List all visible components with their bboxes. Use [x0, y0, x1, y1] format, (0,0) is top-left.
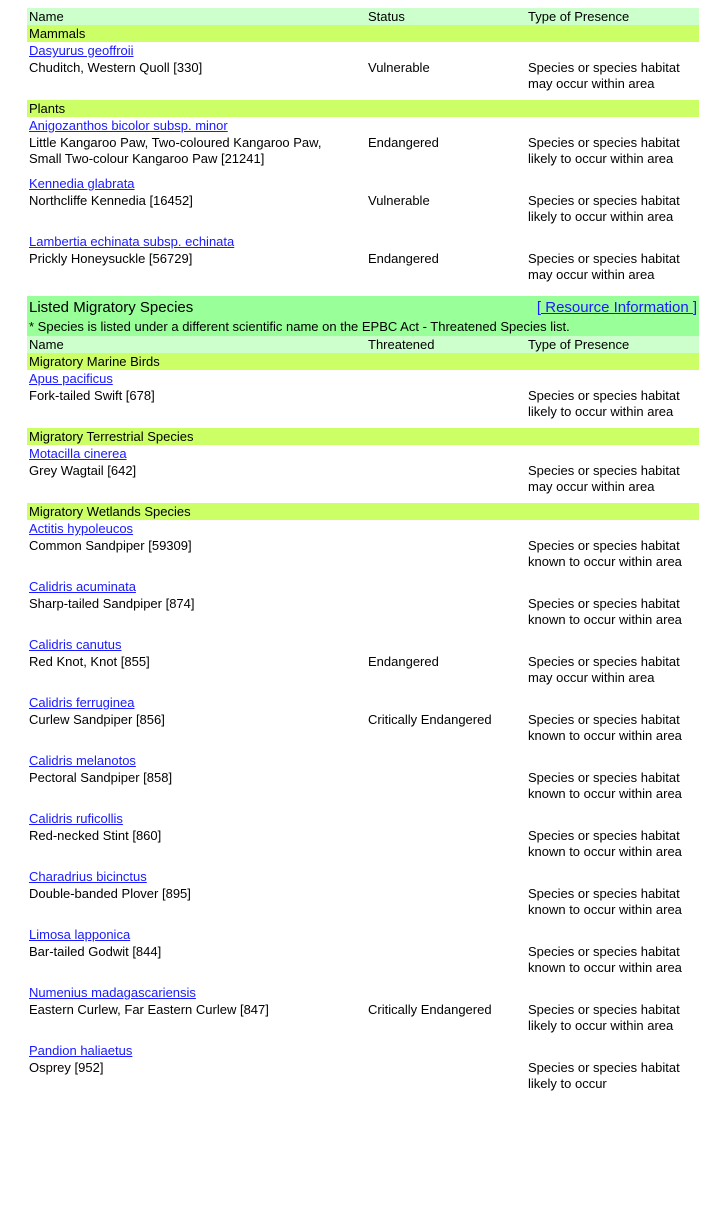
species-entry	[27, 42, 699, 100]
row-spacer	[27, 1092, 699, 1100]
common-name: Red-necked Stint [860]	[29, 828, 162, 843]
group-header	[27, 428, 699, 445]
section-title: Listed Migratory Species	[29, 298, 194, 316]
scientific-name-link[interactable]: Calidris ferruginea	[29, 695, 135, 710]
species-entry	[27, 810, 699, 868]
common-name: Common Sandpiper [59309]	[29, 538, 192, 553]
common-name: Osprey [952]	[29, 1060, 104, 1075]
species-entry	[27, 175, 699, 233]
migratory-table-header	[27, 336, 699, 353]
species-row	[27, 595, 699, 628]
row-spacer	[27, 92, 699, 100]
scientific-name-link[interactable]: Lambertia echinata subsp. echinata	[29, 234, 235, 249]
common-name: Prickly Honeysuckle [56729]	[29, 251, 193, 266]
group-header	[27, 353, 699, 370]
row-spacer	[27, 570, 699, 578]
species-row	[27, 134, 699, 167]
type-of-presence: Species or species habitat may occur within area	[528, 251, 680, 282]
common-name: Eastern Curlew, Far Eastern Curlew [847]	[29, 1002, 269, 1017]
common-name: Fork-tailed Swift [678]	[29, 388, 155, 403]
row-spacer	[27, 976, 699, 984]
type-of-presence: Species or species habitat known to occur within area	[528, 712, 682, 743]
group-title: Migratory Wetlands Species	[29, 504, 191, 519]
species-entry	[27, 868, 699, 926]
status	[368, 770, 528, 802]
row-spacer	[27, 628, 699, 636]
resource-information-link[interactable]: [ Resource Information ]	[536, 298, 697, 316]
header-name: Name	[29, 337, 64, 352]
section-note: * Species is listed under a different scientific name on the EPBC Act - Threatened Species list.	[27, 318, 699, 336]
scientific-name-link[interactable]: Apus pacificus	[29, 371, 113, 386]
common-name: Curlew Sandpiper [856]	[29, 712, 165, 727]
scientific-name-link[interactable]: Charadrius bicinctus	[29, 869, 147, 884]
type-of-presence: Species or species habitat known to occur within area	[528, 596, 682, 627]
species-entry	[27, 694, 699, 752]
common-name: Bar-tailed Godwit [844]	[29, 944, 162, 959]
status	[368, 886, 528, 918]
common-name: Sharp-tailed Sandpiper [874]	[29, 596, 195, 611]
species-entry	[27, 370, 699, 428]
species-row	[27, 769, 699, 802]
row-spacer	[27, 744, 699, 752]
species-row	[27, 943, 699, 976]
scientific-name-link[interactable]: Numenius madagascariensis	[29, 985, 196, 1000]
species-entry	[27, 926, 699, 984]
type-of-presence: Species or species habitat may occur within area	[528, 60, 680, 91]
scientific-name-link[interactable]: Pandion haliaetus	[29, 1043, 133, 1058]
common-name: Double-banded Plover [895]	[29, 886, 191, 901]
species-entry	[27, 1042, 699, 1100]
row-spacer	[27, 495, 699, 503]
type-of-presence: Species or species habitat likely to occur within area	[528, 135, 680, 166]
group-header	[27, 25, 699, 42]
species-entry	[27, 636, 699, 694]
species-entry	[27, 752, 699, 810]
group-title: Migratory Terrestrial Species	[29, 429, 194, 444]
row-spacer	[27, 225, 699, 233]
type-of-presence: Species or species habitat may occur within area	[528, 654, 680, 685]
group-header	[27, 100, 699, 117]
scientific-name-link[interactable]: Anigozanthos bicolor subsp. minor	[29, 118, 228, 133]
species-entry	[27, 578, 699, 636]
species-row	[27, 59, 699, 92]
row-spacer	[27, 283, 699, 291]
common-name: Red Knot, Knot [855]	[29, 654, 150, 669]
group-title: Mammals	[29, 26, 86, 41]
species-row	[27, 653, 699, 686]
species-row	[27, 462, 699, 495]
section-title-bar	[27, 296, 699, 318]
species-report	[27, 8, 699, 1100]
group-title: Plants	[29, 101, 66, 116]
type-of-presence: Species or species habitat may occur within area	[528, 463, 680, 494]
species-row	[27, 537, 699, 570]
scientific-name-link[interactable]: Actitis hypoleucos	[29, 521, 134, 536]
common-name: Northcliffe Kennedia [16452]	[29, 193, 193, 208]
common-name: Chuditch, Western Quoll [330]	[29, 60, 203, 75]
scientific-name-link[interactable]: Dasyurus geoffroii	[29, 43, 134, 58]
scientific-name-link[interactable]: Limosa lapponica	[29, 927, 131, 942]
common-name: Pectoral Sandpiper [858]	[29, 770, 173, 785]
species-row	[27, 711, 699, 744]
species-entry	[27, 445, 699, 503]
status: Endangered	[368, 251, 439, 266]
row-spacer	[27, 686, 699, 694]
scientific-name-link[interactable]: Kennedia glabrata	[29, 176, 135, 191]
common-name: Little Kangaroo Paw, Two-coloured Kangaroo Paw, Small Two-colour Kangaroo Paw [21241]	[29, 135, 322, 166]
status: Vulnerable	[368, 60, 430, 75]
type-of-presence: Species or species habitat known to occur within area	[528, 944, 682, 975]
header-status: Status	[368, 9, 405, 24]
group-header	[27, 503, 699, 520]
row-spacer	[27, 420, 699, 428]
type-of-presence: Species or species habitat likely to occur within area	[528, 1002, 680, 1033]
species-row	[27, 885, 699, 918]
scientific-name-link[interactable]: Calidris acuminata	[29, 579, 136, 594]
species-row	[27, 1001, 699, 1034]
status	[368, 944, 528, 976]
row-spacer	[27, 860, 699, 868]
status	[368, 388, 528, 420]
type-of-presence: Species or species habitat known to occur within area	[528, 538, 682, 569]
type-of-presence: Species or species habitat known to occur within area	[528, 770, 682, 801]
status: Endangered	[368, 654, 439, 669]
species-entry	[27, 520, 699, 578]
status	[368, 463, 528, 495]
status: Critically Endangered	[368, 1002, 492, 1017]
row-spacer	[27, 918, 699, 926]
scientific-name-link[interactable]: Motacilla cinerea	[29, 446, 127, 461]
status: Vulnerable	[368, 193, 430, 208]
header-threatened: Threatened	[368, 337, 435, 352]
species-entry	[27, 117, 699, 175]
type-of-presence: Species or species habitat likely to occur within area	[528, 388, 680, 419]
header-presence: Type of Presence	[528, 9, 630, 24]
status: Endangered	[368, 135, 439, 150]
group-title: Migratory Marine Birds	[29, 354, 160, 369]
migratory-groups	[27, 353, 699, 1100]
status	[368, 828, 528, 860]
status	[368, 596, 528, 628]
status	[368, 538, 528, 570]
common-name: Grey Wagtail [642]	[29, 463, 137, 478]
species-row	[27, 1059, 699, 1092]
species-row	[27, 250, 699, 283]
header-presence: Type of Presence	[528, 337, 630, 352]
type-of-presence: Species or species habitat likely to occur	[528, 1060, 680, 1091]
species-entry	[27, 984, 699, 1042]
species-row	[27, 827, 699, 860]
scientific-name-link[interactable]: Calidris canutus	[29, 637, 122, 652]
row-spacer	[27, 167, 699, 175]
threatened-groups	[27, 25, 699, 291]
row-spacer	[27, 1034, 699, 1042]
type-of-presence: Species or species habitat likely to occur within area	[528, 193, 680, 224]
header-name: Name	[29, 9, 64, 24]
status: Critically Endangered	[368, 712, 492, 727]
species-row	[27, 192, 699, 225]
species-entry	[27, 233, 699, 291]
table-header	[27, 8, 699, 25]
status	[368, 1060, 528, 1092]
row-spacer	[27, 802, 699, 810]
scientific-name-link[interactable]: Calidris melanotos	[29, 753, 136, 768]
species-row	[27, 387, 699, 420]
type-of-presence: Species or species habitat known to occur within area	[528, 828, 682, 859]
scientific-name-link[interactable]: Calidris ruficollis	[29, 811, 123, 826]
type-of-presence: Species or species habitat known to occur within area	[528, 886, 682, 917]
